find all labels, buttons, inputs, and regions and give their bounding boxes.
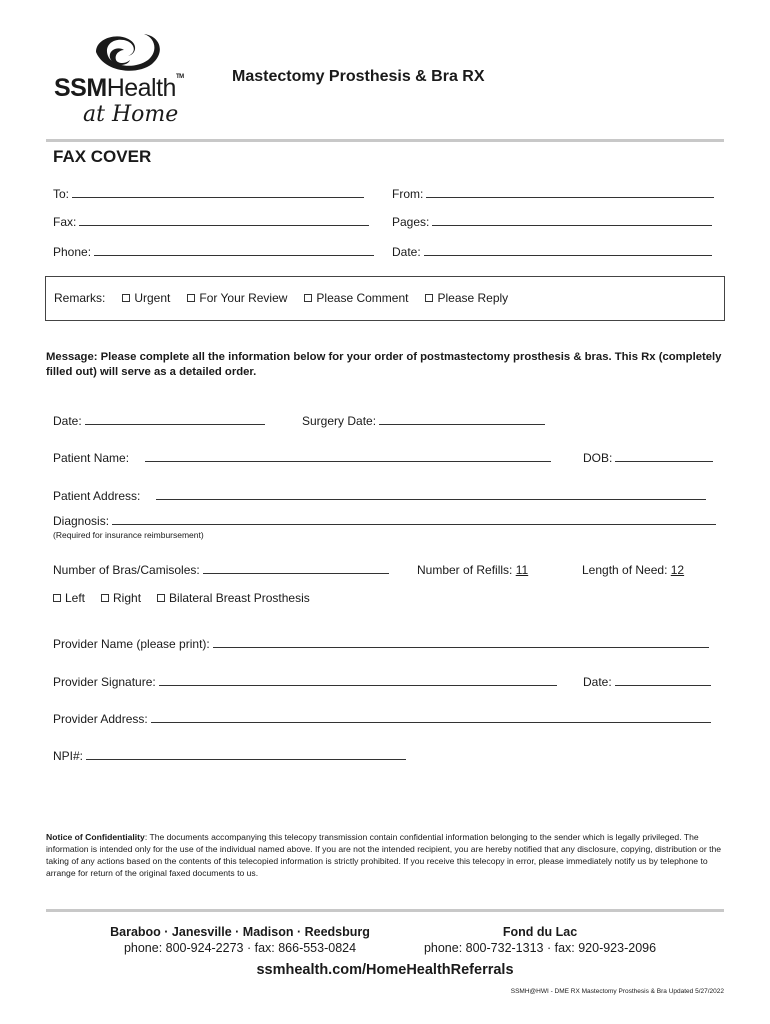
- checkbox-icon: [122, 294, 130, 302]
- to-line[interactable]: [72, 187, 364, 198]
- patient-name-field[interactable]: Patient Name:: [53, 451, 551, 465]
- patient-address-line[interactable]: [156, 489, 706, 500]
- fax-line[interactable]: [79, 215, 369, 226]
- checkbox-icon: [425, 294, 433, 302]
- for-your-review-checkbox[interactable]: For Your Review: [187, 291, 287, 305]
- to-field[interactable]: To:: [53, 187, 364, 201]
- patient-name-line[interactable]: [145, 451, 551, 462]
- form-code: SSMH@HWI - DME RX Mastectomy Prosthesis & Bra Updated 5/27/2022: [510, 988, 724, 995]
- confidentiality-notice: [46, 831, 726, 879]
- diagnosis-line[interactable]: [112, 514, 716, 525]
- provider-date-field[interactable]: Date:: [583, 675, 711, 689]
- checkbox-icon: [304, 294, 312, 302]
- provider-date-line[interactable]: [615, 675, 711, 686]
- patient-address-field[interactable]: Patient Address:: [53, 489, 706, 503]
- footer-cities: Baraboo · Janesville · Madison · Reedsburg: [110, 925, 370, 939]
- dob-line[interactable]: [615, 451, 713, 462]
- footer-contact-left: phone: 800-924-2273 · fax: 866-553-0824: [123, 941, 357, 955]
- refills-field: Number of Refills: 11: [417, 563, 529, 577]
- bras-count-line[interactable]: [203, 563, 389, 574]
- diagnosis-field[interactable]: Diagnosis:: [53, 514, 716, 528]
- referrals-url[interactable]: ssmhealth.com/HomeHealthReferrals: [256, 962, 514, 978]
- logo-wordmark: SSMHealth™: [54, 74, 184, 102]
- length-of-need-field: Length of Need: 12: [582, 563, 685, 577]
- remarks-box: [45, 276, 725, 321]
- npi-field[interactable]: NPI#:: [53, 749, 406, 763]
- footer-city-fond-du-lac: Fond du Lac: [502, 925, 578, 939]
- from-line[interactable]: [426, 187, 714, 198]
- provider-address-field[interactable]: Provider Address:: [53, 712, 711, 726]
- diagnosis-note: (Required for insurance reimbursement): [53, 530, 204, 540]
- surgery-date-line[interactable]: [379, 414, 545, 425]
- phone-line[interactable]: [94, 245, 374, 256]
- document-title: Mastectomy Prosthesis & Bra RX: [232, 68, 485, 85]
- fax-date-field[interactable]: Date:: [392, 245, 712, 259]
- checkbox-icon: [53, 594, 61, 602]
- footer-locations-left: [95, 924, 385, 956]
- please-comment-checkbox[interactable]: Please Comment: [304, 291, 408, 305]
- checkbox-icon: [187, 294, 195, 302]
- notice-body: : The documents accompanying this telecopy transmission contain confidential information belonging to the sender which is legally privileged. The information is intended only for the use of the individual named above. If you are not the intended recipient, you are hereby notified that any disclosure, copying, distribution or the taking of any actions based on the contents of this telecopied information is strictly prohibited. If you receive this telecopy in error, please immediately notify us by telephone to arrange for return of the original faxed documents to us.: [46, 832, 722, 878]
- provider-signature-field[interactable]: Provider Signature:: [53, 675, 557, 689]
- pages-line[interactable]: [432, 215, 712, 226]
- phone-field[interactable]: Phone:: [53, 245, 374, 259]
- checkbox-icon: [157, 594, 165, 602]
- urgent-checkbox[interactable]: Urgent: [122, 291, 170, 305]
- footer-locations-right: [410, 924, 670, 956]
- side-options: [53, 591, 310, 605]
- bilateral-checkbox[interactable]: Bilateral Breast Prosthesis: [157, 591, 310, 605]
- surgery-date-field[interactable]: Surgery Date:: [302, 414, 545, 428]
- checkbox-icon: [101, 594, 109, 602]
- footer-divider: [46, 909, 724, 912]
- provider-signature-line[interactable]: [159, 675, 557, 686]
- ssm-health-logo: [48, 30, 198, 130]
- ssm-swirl-icon: [48, 30, 198, 74]
- please-reply-checkbox[interactable]: Please Reply: [425, 291, 508, 305]
- length-of-need-value: 12: [670, 563, 685, 577]
- npi-line[interactable]: [86, 749, 406, 760]
- order-message: Message: Please complete all the information below for your order of postmastectomy prosthesis & bras. This Rx (completely filled out) will serve as a detailed order.: [46, 351, 722, 378]
- fax-date-line[interactable]: [424, 245, 712, 256]
- provider-name-line[interactable]: [213, 637, 709, 648]
- refills-value: 11: [515, 563, 529, 577]
- left-checkbox[interactable]: Left: [53, 591, 85, 605]
- logo-at-home: at Home: [83, 102, 179, 127]
- footer-contact-right: phone: 800-732-1313 · fax: 920-923-2096: [423, 941, 657, 955]
- remarks-label: Remarks:: [54, 291, 106, 305]
- pages-field[interactable]: Pages:: [392, 215, 712, 229]
- header-divider: [46, 139, 724, 142]
- provider-address-line[interactable]: [151, 712, 711, 723]
- from-field[interactable]: From:: [392, 187, 714, 201]
- dob-field[interactable]: DOB:: [583, 451, 713, 465]
- fax-cover-heading: FAX COVER: [53, 147, 152, 166]
- provider-name-field[interactable]: Provider Name (please print):: [53, 637, 709, 651]
- notice-heading: Notice of Confidentiality: [46, 832, 145, 842]
- order-date-field[interactable]: Date:: [53, 414, 265, 428]
- right-checkbox[interactable]: Right: [101, 591, 141, 605]
- order-date-line[interactable]: [85, 414, 265, 425]
- fax-field[interactable]: Fax:: [53, 215, 369, 229]
- bras-count-field[interactable]: Number of Bras/Camisoles:: [53, 563, 389, 577]
